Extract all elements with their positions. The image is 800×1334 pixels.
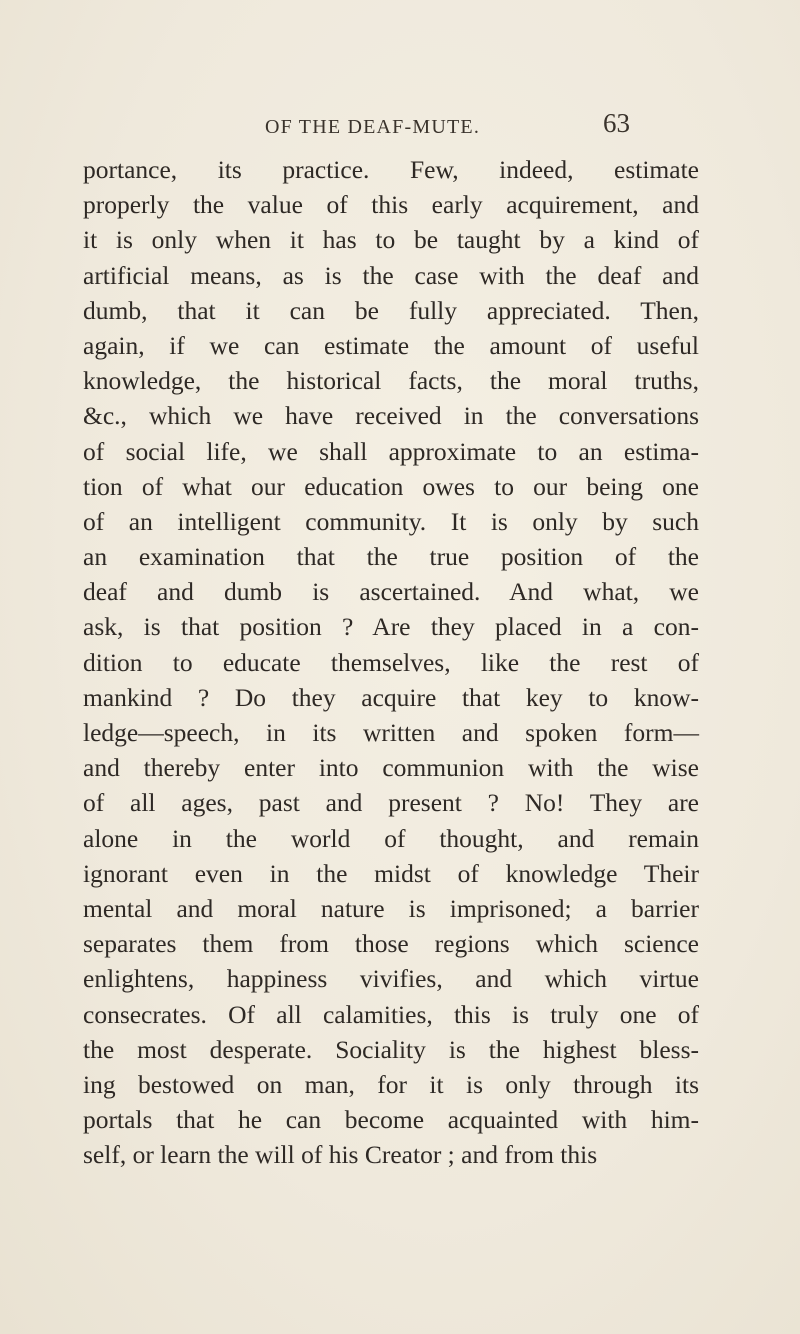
text-line: enlightens, happiness vivifies, and which virtue	[83, 964, 699, 994]
text-line: artificial means, as is the case with the deaf and	[83, 260, 699, 290]
text-line: and thereby enter into communion with the wise	[83, 753, 699, 783]
text-line: &c., which we have received in the conversations	[83, 401, 699, 431]
text-line: ignorant even in the midst of knowledge Their	[83, 858, 699, 888]
running-head: OF THE DEAF-MUTE.	[265, 116, 481, 138]
body-text	[83, 152, 699, 1172]
text-line: portals that he can become acquainted with him-	[83, 1105, 699, 1135]
text-line: of an intelligent community. It is only by such	[83, 506, 699, 536]
text-line: dumb, that it can be fully appreciated. Then,	[83, 295, 699, 325]
text-line: self, or learn the will of his Creator ; and from this	[83, 1140, 598, 1170]
text-line: deaf and dumb is ascertained. And what, we	[83, 577, 699, 607]
text-line: of all ages, past and present ? No! They are	[83, 788, 699, 818]
text-line: mankind ? Do they acquire that key to know-	[83, 682, 699, 712]
text-line: ask, is that position ? Are they placed in a con-	[83, 612, 699, 642]
text-line: mental and moral nature is imprisoned; a barrier	[83, 893, 699, 923]
text-line: consecrates. Of all calamities, this is truly one of	[83, 999, 699, 1029]
text-line: tion of what our education owes to our being one	[83, 471, 699, 501]
text-line: an examination that the true position of the	[83, 542, 699, 572]
text-line: alone in the world of thought, and remain	[83, 823, 699, 853]
text-line: knowledge, the historical facts, the moral truths,	[83, 366, 699, 396]
text-line: ing bestowed on man, for it is only through its	[83, 1069, 699, 1099]
text-line: the most desperate. Sociality is the highest bless-	[83, 1034, 699, 1064]
text-line: portance, its practice. Few, indeed, estimate	[83, 155, 699, 184]
text-line: ledge—speech, in its written and spoken form—	[83, 718, 699, 747]
text-line: separates them from those regions which science	[83, 929, 699, 959]
text-line: dition to educate themselves, like the rest of	[83, 647, 699, 677]
text-line: again, if we can estimate the amount of useful	[83, 330, 699, 360]
page-number: 63	[603, 108, 630, 138]
text-line: of social life, we shall approximate to an estima-	[83, 436, 699, 466]
text-line: it is only when it has to be taught by a kind of	[83, 225, 699, 255]
text-line: properly the value of this early acquirement, and	[83, 190, 699, 220]
page-header	[0, 108, 800, 142]
